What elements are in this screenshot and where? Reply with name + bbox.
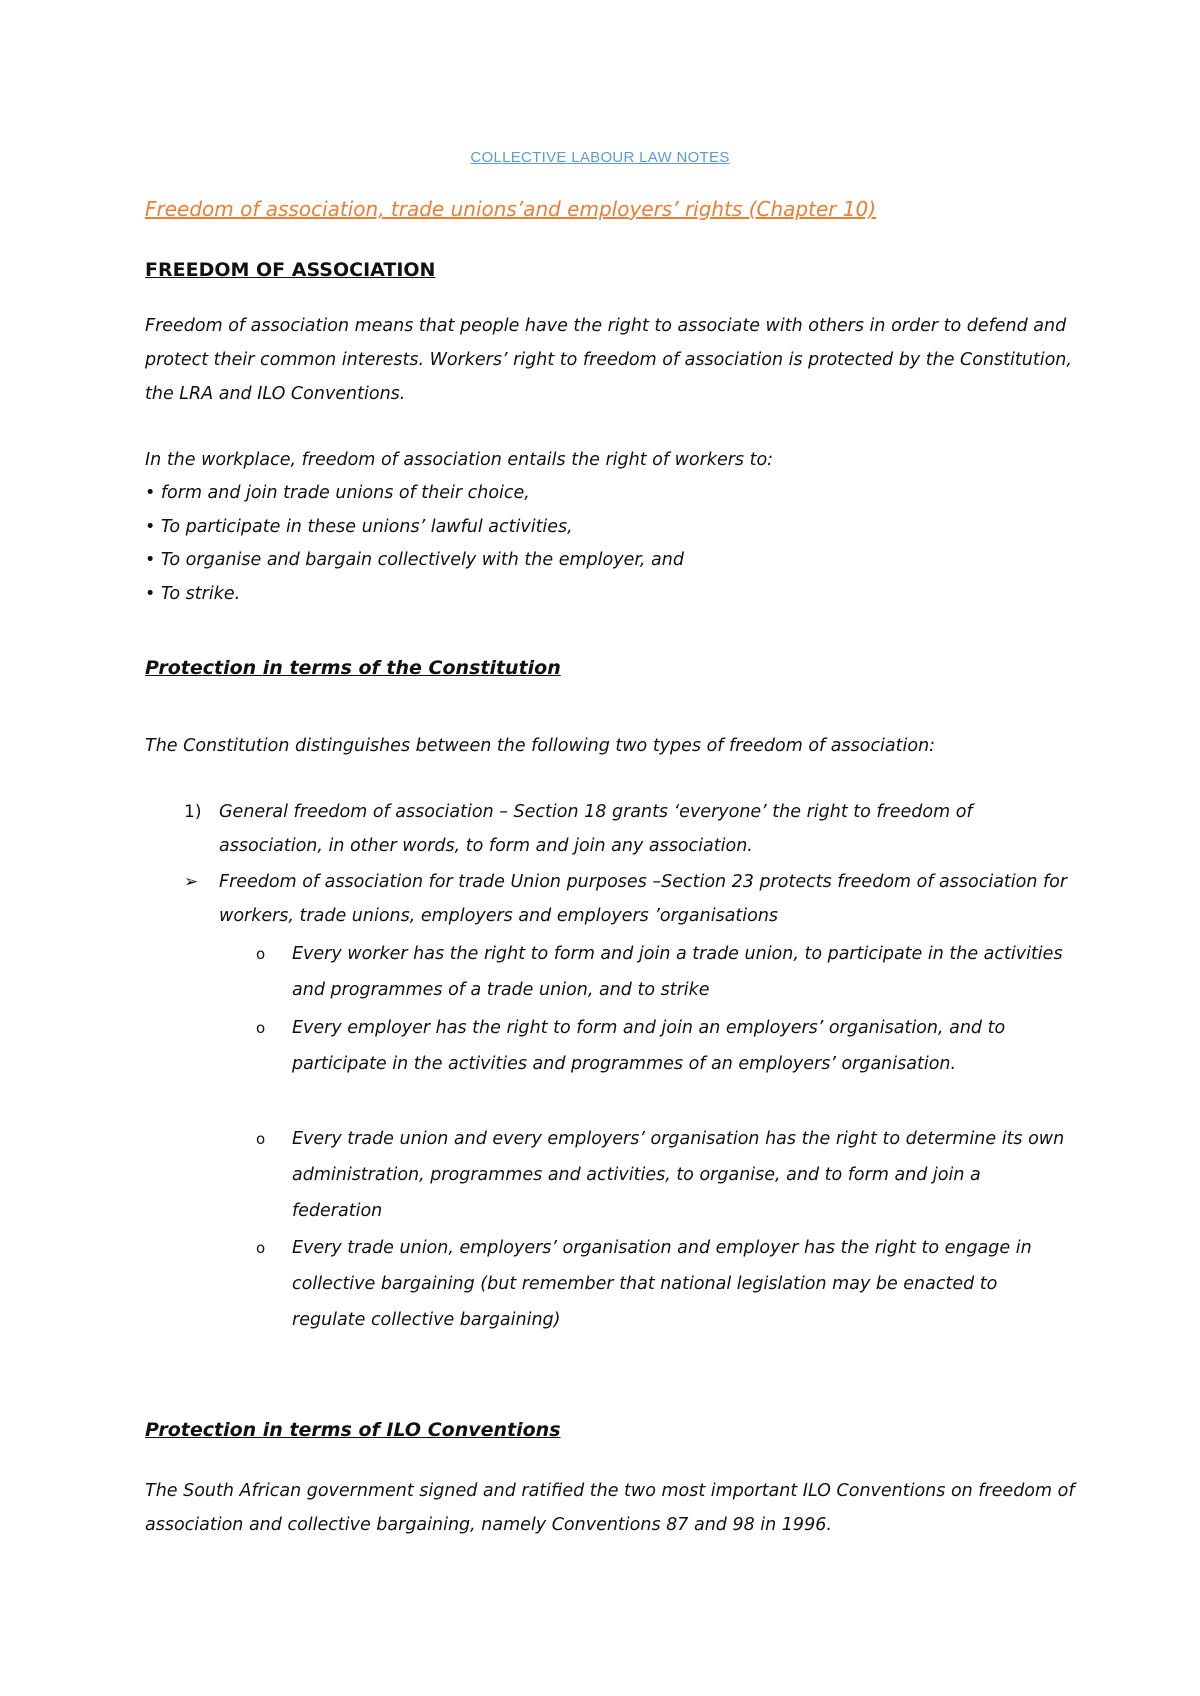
heading-constitution: Protection in terms of the Constitution <box>145 657 561 679</box>
chapter-title: Freedom of association, trade unions’and employers’ rights (Chapter 10) <box>145 197 877 221</box>
workplace-rights-list <box>145 477 684 611</box>
item-general-freedom: General freedom of association – Section 18 grants ‘everyone’ the right to freedom of association, in other words, to form and join any association. <box>219 802 973 856</box>
ilo-paragraph: The South African government signed and ratified the two most important ILO Conventions on freedom of association and collective bargaining, namely Conventions 87 and 98 in 1996. <box>145 1481 1075 1535</box>
workplace-intro: In the workplace, freedom of association entails the right of workers to: <box>145 450 774 470</box>
list-item: • To participate in these unions’ lawful activities, <box>145 516 573 537</box>
constitution-intro: The Constitution distinguishes between the following two types of freedom of association: <box>145 736 936 756</box>
list-item: • To strike. <box>145 583 241 604</box>
heading-freedom-of-association: FREEDOM OF ASSOCIATION <box>145 259 436 281</box>
document-label: COLLECTIVE LABOUR LAW NOTES <box>470 149 730 166</box>
arrow-bullet-icon: ➢ <box>184 872 199 892</box>
subitem-collective-bargaining: Every trade union, employers’ organisation and employer has the right to engage in collective bargaining (but remember that national legislation may be enacted to regulate collective bargaining) <box>292 1238 1032 1330</box>
subitem-worker-right: Every worker has the right to form and join a trade union, to participate in the activities and programmes of a trade union, and to strike <box>292 944 1063 1000</box>
circle-bullet-icon: o <box>256 945 266 963</box>
subitem-employer-right: Every employer has the right to form and join an employers’ organisation, and to participate in the activities and programmes of an employers’ organisation. <box>292 1018 1006 1074</box>
item-1-marker: 1) <box>184 802 202 822</box>
item-trade-union-freedom: Freedom of association for trade Union purposes –Section 23 protects freedom of association for workers, trade unions, employers and employers ’organisations <box>219 872 1068 926</box>
freedom-intro-paragraph: Freedom of association means that people have the right to associate with others in order to defend and protect their common interests. Workers’ right to freedom of association is protected by the Constitution, the LRA and ILO Conventions. <box>145 316 1072 404</box>
list-item: • form and join trade unions of their choice, <box>145 483 530 503</box>
list-item: • To organise and bargain collectively with the employer, and <box>145 550 684 570</box>
circle-bullet-icon: o <box>256 1019 266 1037</box>
circle-bullet-icon: o <box>256 1130 266 1148</box>
subitem-union-administration: Every trade union and every employers’ organisation has the right to determine its own administration, programmes and activities, to organise, and to form and join a federation <box>292 1129 1065 1221</box>
circle-bullet-icon: o <box>256 1239 266 1257</box>
heading-ilo-conventions: Protection in terms of ILO Conventions <box>145 1419 561 1441</box>
